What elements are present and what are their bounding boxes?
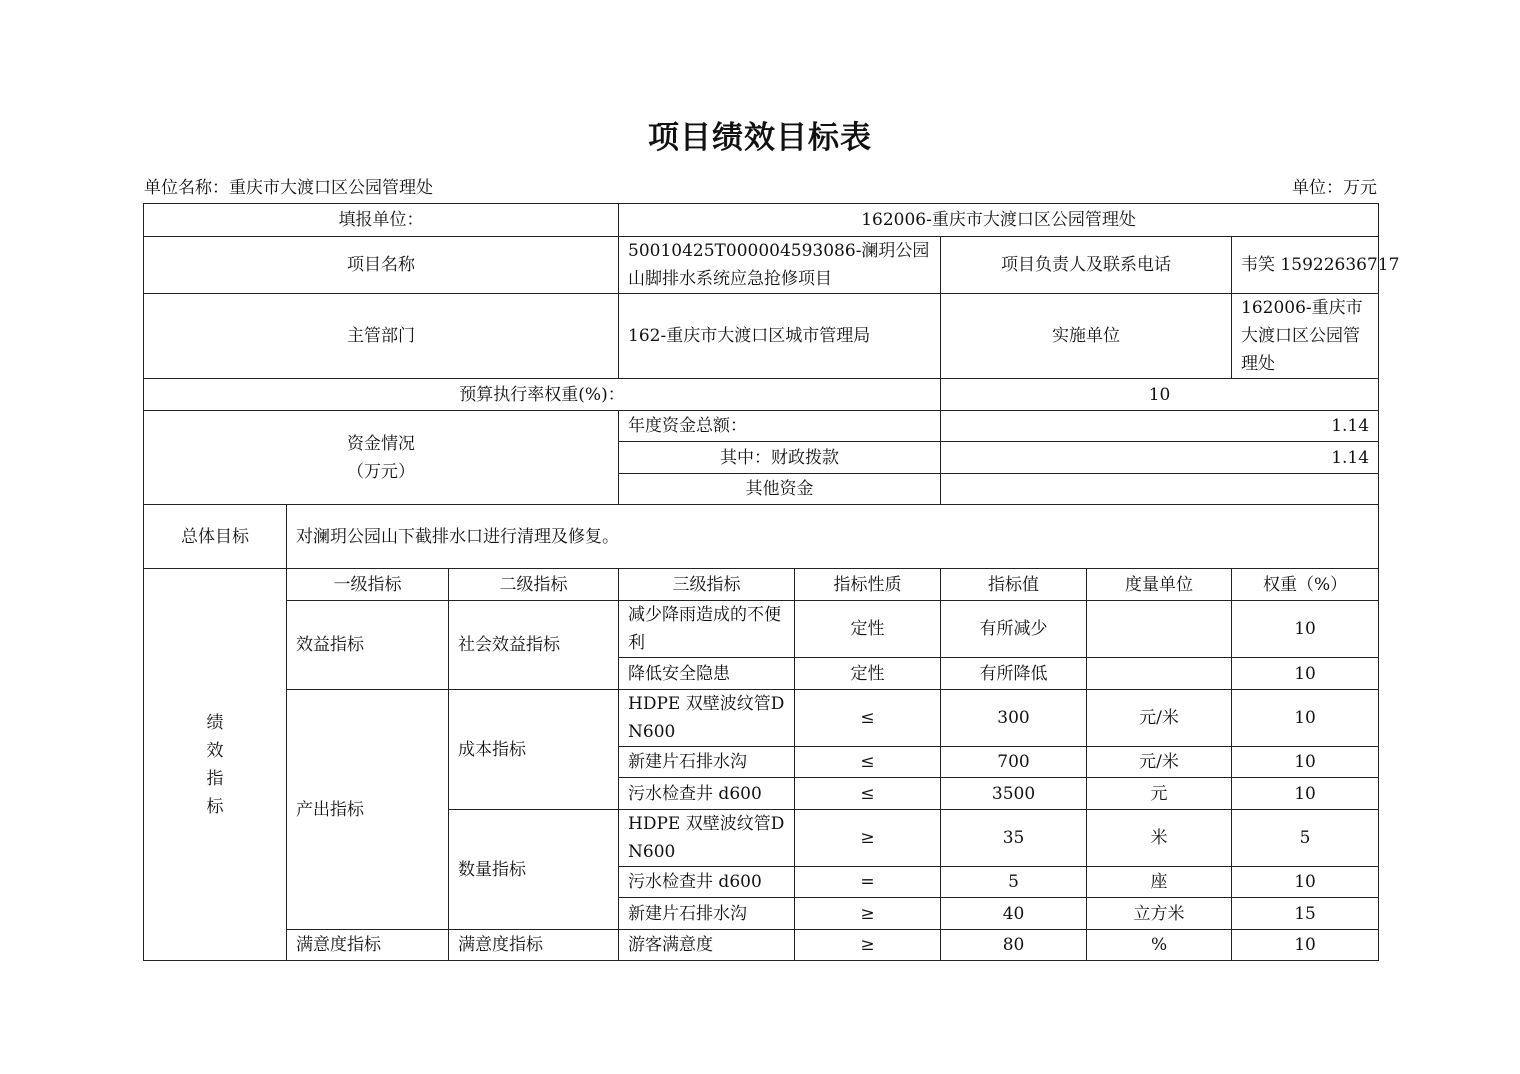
perf-label (144, 569, 287, 961)
project-name-label: 项目名称 (144, 237, 619, 294)
dept-label: 主管部门 (144, 294, 619, 379)
level1-benefit: 效益指标 (287, 601, 449, 690)
level2-quantity: 数量指标 (449, 810, 619, 930)
level1-satisfaction: 满意度指标 (287, 930, 449, 961)
unit: 立方米 (1087, 898, 1232, 930)
reporting-unit: 162006-重庆市大渡口区公园管理处 (619, 204, 1379, 237)
header-nature: 指标性质 (795, 569, 941, 601)
level2-cost: 成本指标 (449, 690, 619, 810)
funds-label (144, 411, 619, 505)
perf-label-char: 效 (206, 740, 224, 761)
value: 5 (941, 867, 1087, 898)
weight: 10 (1232, 690, 1379, 747)
annual-total: 1.14 (941, 411, 1379, 442)
value: 3500 (941, 778, 1087, 810)
weight: 10 (1232, 778, 1379, 810)
annual-total-label: 年度资金总额： (619, 411, 941, 442)
header-weight: 权重（%） (1232, 569, 1379, 601)
nature: ≤ (795, 747, 941, 778)
header-unit: 度量单位 (1087, 569, 1232, 601)
impl-label: 实施单位 (941, 294, 1232, 379)
header-l1: 一级指标 (287, 569, 449, 601)
l3: HDPE 双壁波纹管DN600 (619, 810, 795, 867)
budget-weight-label: 预算执行率权重(%)： (144, 379, 941, 411)
value: 300 (941, 690, 1087, 747)
goal-label: 总体目标 (144, 505, 287, 569)
unit (1087, 658, 1232, 690)
nature: ≤ (795, 778, 941, 810)
perf-label-char: 绩 (206, 712, 224, 733)
l3: 游客满意度 (619, 930, 795, 961)
weight: 10 (1232, 658, 1379, 690)
perf-label-char: 标 (206, 796, 224, 817)
contact-label: 项目负责人及联系电话 (941, 237, 1232, 294)
value: 35 (941, 810, 1087, 867)
l3: 新建片石排水沟 (619, 898, 795, 930)
weight: 15 (1232, 898, 1379, 930)
value: 700 (941, 747, 1087, 778)
dept: 162-重庆市大渡口区城市管理局 (619, 294, 941, 379)
other-funds (941, 474, 1379, 505)
nature: 定性 (795, 658, 941, 690)
level2-satisfaction: 满意度指标 (449, 930, 619, 961)
nature: ≥ (795, 930, 941, 961)
l3: 污水检查井 d600 (619, 778, 795, 810)
l3: HDPE 双壁波纹管DN600 (619, 690, 795, 747)
unit: % (1087, 930, 1232, 961)
header-l2: 二级指标 (449, 569, 619, 601)
value: 80 (941, 930, 1087, 961)
contact: 韦笑 15922636717 (1232, 237, 1379, 294)
currency-unit: 单位：万元 (1292, 178, 1377, 198)
perf-label-char: 指 (206, 768, 224, 789)
header-value: 指标值 (941, 569, 1087, 601)
unit (1087, 601, 1232, 658)
nature: ≥ (795, 810, 941, 867)
nature: ≤ (795, 690, 941, 747)
unit: 元/米 (1087, 747, 1232, 778)
funds-label-2: （万元） (347, 461, 416, 482)
weight: 10 (1232, 930, 1379, 961)
weight: 10 (1232, 601, 1379, 658)
project-name: 50010425T000004593086-澜玥公园山脚排水系统应急抢修项目 (619, 237, 941, 294)
goal: 对澜玥公园山下截排水口进行清理及修复。 (287, 505, 1379, 569)
page-title: 项目绩效目标表 (648, 120, 872, 156)
l3: 减少降雨造成的不便利 (619, 601, 795, 658)
fiscal: 1.14 (941, 442, 1379, 474)
nature: ≥ (795, 898, 941, 930)
unit: 座 (1087, 867, 1232, 898)
performance-table (143, 203, 1400, 961)
unit: 元/米 (1087, 690, 1232, 747)
unit: 米 (1087, 810, 1232, 867)
weight: 10 (1232, 747, 1379, 778)
fiscal-label: 其中：财政拨款 (619, 442, 941, 474)
unit-name: 单位名称：重庆市大渡口区公园管理处 (144, 178, 433, 198)
l3: 降低安全隐患 (619, 658, 795, 690)
impl-unit: 162006-重庆市大渡口区公园管理处 (1232, 294, 1379, 379)
weight: 5 (1232, 810, 1379, 867)
value: 有所减少 (941, 601, 1087, 658)
l3: 污水检查井 d600 (619, 867, 795, 898)
header-l3: 三级指标 (619, 569, 795, 601)
unit: 元 (1087, 778, 1232, 810)
reporting-unit-label: 填报单位： (144, 204, 619, 237)
nature: 定性 (795, 601, 941, 658)
weight: 10 (1232, 867, 1379, 898)
nature: = (795, 867, 941, 898)
level1-output: 产出指标 (287, 690, 449, 930)
l3: 新建片石排水沟 (619, 747, 795, 778)
budget-weight: 10 (941, 379, 1379, 411)
other-funds-label: 其他资金 (619, 474, 941, 505)
value: 40 (941, 898, 1087, 930)
level2-social: 社会效益指标 (449, 601, 619, 690)
value: 有所降低 (941, 658, 1087, 690)
funds-label-1: 资金情况 (347, 433, 416, 454)
